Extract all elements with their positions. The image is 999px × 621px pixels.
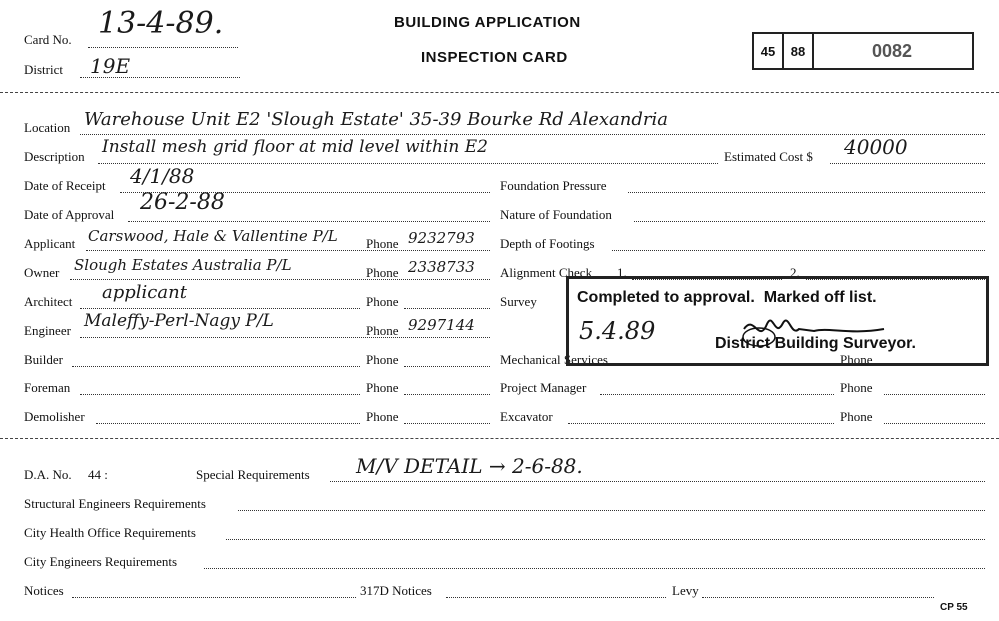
project-manager-phone-line: [884, 394, 985, 395]
city-health-label: City Health Office Requirements: [24, 525, 196, 540]
owner-label: Owner: [24, 265, 60, 280]
form-code: CP 55: [940, 602, 968, 613]
special-requirements-line: [330, 481, 985, 482]
builder-line: [72, 366, 360, 367]
special-requirements-label: Special Requirements: [196, 467, 310, 482]
excavator-line: [568, 423, 834, 424]
notices-317d-label: 317D Notices: [360, 583, 432, 598]
approval-stamp: [566, 276, 989, 366]
excavator-label: Excavator: [500, 409, 553, 424]
excavator-phone-label: Phone: [840, 409, 873, 424]
stamp-surveyor-text: District Building Surveyor.: [715, 335, 916, 352]
form-title: BUILDING APPLICATION: [394, 14, 581, 31]
city-engineers-line: [204, 568, 985, 569]
foreman-phone-line: [404, 394, 490, 395]
location-value: Warehouse Unit E2 'Slough Estate' 35-39 Bourke Rd Alexandria: [84, 109, 668, 130]
applicant-line: [86, 250, 490, 251]
owner-value: Slough Estates Australia P/L: [74, 256, 292, 274]
card-number-cell-1: 45: [754, 34, 784, 68]
form-subtitle: INSPECTION CARD: [421, 49, 568, 66]
date-approval-value: 26-2-88: [140, 190, 225, 215]
excavator-phone-line: [884, 423, 985, 424]
city-engineers-label: City Engineers Requirements: [24, 554, 178, 569]
project-manager-phone-label: Phone: [840, 380, 873, 395]
date-approval-line: [128, 221, 490, 222]
section-divider: [0, 438, 999, 439]
builder-label: Builder: [24, 352, 63, 367]
city-health-line: [226, 539, 985, 540]
nature-foundation-label: Nature of Foundation: [500, 207, 612, 222]
demolisher-label: Demolisher: [24, 409, 85, 424]
engineer-line: [80, 337, 490, 338]
description-value: Install mesh grid floor at mid level within E2: [102, 137, 488, 157]
header-divider: [0, 92, 999, 93]
demolisher-phone-line: [404, 423, 490, 424]
card-no-label: Card No.: [24, 32, 72, 47]
da-no-label: D.A. No.: [24, 467, 72, 482]
stamp-completed-text: Completed to approval. Marked off list.: [577, 289, 877, 306]
structural-engineers-label: Structural Engineers Requirements: [24, 496, 206, 511]
card-no-line: [88, 47, 238, 48]
depth-footings-line: [612, 250, 985, 251]
mechanical-phone-label: Phone: [840, 352, 873, 367]
builder-phone-label: Phone: [366, 352, 399, 367]
architect-phone-line: [404, 308, 490, 309]
builder-phone-line: [404, 366, 490, 367]
description-label: Description: [24, 149, 85, 164]
alignment-check-label: Alignment Check: [500, 265, 593, 280]
engineer-value: Maleffy-Perl-Nagy P/L: [84, 311, 274, 331]
applicant-phone-label: Phone: [366, 236, 399, 251]
card-number-cell-2: 88: [784, 34, 814, 68]
estimated-cost-line: [830, 163, 985, 164]
nature-foundation-line: [634, 221, 985, 222]
architect-label: Architect: [24, 294, 73, 309]
engineer-label: Engineer: [24, 323, 71, 338]
engineer-phone-label: Phone: [366, 323, 399, 338]
applicant-value: Carswood, Hale & Vallentine P/L: [88, 227, 338, 245]
foundation-pressure-line: [628, 192, 985, 193]
alignment-2-label: 2.: [790, 265, 800, 280]
date-approval-label: Date of Approval: [24, 207, 115, 222]
owner-line: [70, 279, 490, 280]
location-label: Location: [24, 120, 71, 135]
foundation-pressure-label: Foundation Pressure: [500, 178, 607, 193]
alignment-1-label: 1.: [617, 265, 627, 280]
depth-footings-label: Depth of Footings: [500, 236, 595, 251]
levy-label: Levy: [672, 583, 699, 598]
card-number-cell-3: 0082: [871, 40, 913, 61]
date-receipt-value: 4/1/88: [130, 164, 195, 188]
architect-line: [80, 308, 360, 309]
stamp-date: 5.4.89: [579, 317, 656, 345]
special-requirements-value: M/V DETAIL → 2-6-88.: [356, 454, 583, 478]
demolisher-phone-label: Phone: [366, 409, 399, 424]
notices-317d-line: [446, 597, 666, 598]
notices-line: [72, 597, 356, 598]
notices-label: Notices: [24, 583, 64, 598]
applicant-phone-value: 9232793: [408, 229, 475, 247]
foreman-phone-label: Phone: [366, 380, 399, 395]
da-no-value: 44 :: [88, 467, 108, 482]
applicant-label: Applicant: [24, 236, 76, 251]
foreman-label: Foreman: [24, 380, 71, 395]
district-label: District: [24, 62, 63, 77]
date-receipt-label: Date of Receipt: [24, 178, 106, 193]
district-value: 19E: [90, 54, 131, 78]
project-manager-line: [600, 394, 834, 395]
owner-phone-value: 2338733: [408, 258, 475, 276]
demolisher-line: [96, 423, 360, 424]
engineer-phone-value: 9297144: [408, 316, 475, 334]
structural-engineers-line: [238, 510, 985, 511]
levy-line: [702, 597, 934, 598]
owner-phone-label: Phone: [366, 265, 399, 280]
architect-value: applicant: [102, 282, 187, 303]
survey-label: Survey: [500, 294, 537, 309]
estimated-cost-value: 40000: [844, 135, 908, 159]
card-number-box: [752, 32, 974, 70]
project-manager-label: Project Manager: [500, 380, 587, 395]
card-no-value: 13-4-89.: [98, 6, 224, 41]
architect-phone-label: Phone: [366, 294, 399, 309]
estimated-cost-label: Estimated Cost $: [724, 149, 813, 164]
foreman-line: [80, 394, 360, 395]
mechanical-services-label: Mechanical Services: [500, 352, 608, 367]
